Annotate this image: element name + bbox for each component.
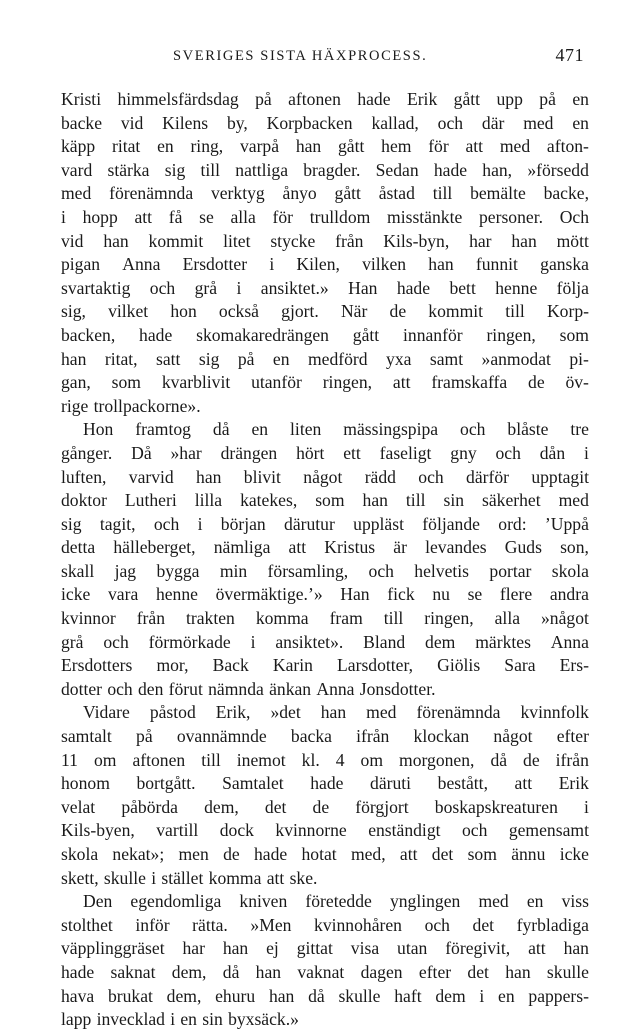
text-line: Den egendomliga kniven företedde ynglingen med en viss bbox=[83, 891, 589, 912]
text-line: gånger. Då »har drängen hört ett faseligt gny och dån i bbox=[61, 442, 589, 463]
text-line: dotter och den förut nämnda änkan Anna Jonsdotter. bbox=[61, 678, 436, 699]
text-line: Kils-byen, vartill dock kvinnorne enständigt och gemensamt bbox=[61, 820, 589, 841]
text-line: Vidare påstod Erik, »det han med förenämnda kvinnfolk bbox=[83, 702, 589, 723]
text-line: kvinnor från trakten komma fram till ringen, alla »något bbox=[61, 608, 589, 629]
text-line: vid han kommit litet stycke från Kils-byn, har han mött bbox=[61, 230, 589, 251]
text-line: sig tagit, och i början därutur uppläst följande ord: ’Uppå bbox=[61, 513, 589, 534]
text-line: käpp ritat en ring, varpå han gått hem för att med afton- bbox=[61, 136, 589, 157]
text-line: skett, skulle i stället komma att ske. bbox=[61, 867, 318, 888]
text-line: rige trollpackorne». bbox=[61, 395, 201, 416]
text-line: pigan Anna Ersdotter i Kilen, vilken han funnit ganska bbox=[61, 254, 589, 275]
text-line: skall jag bygga min församling, och helvetis portar skola bbox=[61, 560, 589, 581]
text-line: gan, som kvarblivit utanför ringen, att framskaffa de öv- bbox=[61, 372, 589, 393]
page-number: 471 bbox=[555, 45, 584, 65]
text-line: samtalt på ovannämnde backa ifrån klockan något efter bbox=[61, 726, 589, 747]
text-line: väpplinggräset har han ej gittat visa utan föregivit, att han bbox=[61, 938, 589, 959]
text-line: vard stärka sig till nattliga bragder. Sedan hade han, »försedd bbox=[61, 159, 589, 180]
text-line: hade saknat dem, då han vaknat dagen efter det han skulle bbox=[61, 961, 589, 982]
text-line: detta hälleberget, nämliga att Kristus är levandes Guds son, bbox=[61, 537, 589, 558]
text-line: sig, vilket hon också gjort. När de kommit till Korp- bbox=[61, 301, 589, 322]
text-line: stolthet inför rätta. »Men kvinnohåren och det fyrbladiga bbox=[61, 914, 589, 935]
text-line: skola nekat»; men de hade hotat med, att det som ännu icke bbox=[61, 844, 589, 864]
text-line: 11 om aftonen till inemot kl. 4 om morgonen, då de ifrån bbox=[61, 749, 589, 770]
running-title: SVERIGES SISTA HÄXPROCESS. bbox=[173, 48, 428, 64]
text-line: Kristi himmelsfärdsdag på aftonen hade Erik gått upp på en bbox=[61, 89, 589, 109]
text-line: han ritat, satt sig på en medförd yxa samt »anmodat pi- bbox=[61, 348, 589, 369]
text-line: doktor Lutheri lilla katekes, som han till sin säkerhet med bbox=[61, 490, 589, 511]
text-line: velat påbörda dem, det de förgjort boskapskreaturen i bbox=[61, 796, 589, 817]
body-text bbox=[61, 88, 589, 1032]
text-line: grå och förmörkade i ansiktet». Bland dem märktes Anna bbox=[61, 631, 589, 652]
text-line: Hon framtog då en liten mässingspipa och blåste tre bbox=[83, 419, 589, 440]
text-line: svartaktig och grå i ansiktet.» Han hade bett henne följa bbox=[61, 277, 589, 298]
text-line: i hopp att få se alla för trulldom misstänkte personer. Och bbox=[61, 206, 589, 227]
text-line: hava brukat dem, ehuru han då skulle haft dem i en pappers- bbox=[61, 985, 589, 1006]
text-line: luften, varvid han blivit något rädd och därför upptagit bbox=[61, 466, 589, 487]
text-line: lapp invecklad i en sin byxsäck.» bbox=[61, 1009, 299, 1030]
text-line: backen, hade skomakaredrängen gått innanför ringen, som bbox=[61, 324, 589, 345]
text-line: med förenämnda verktyg ånyo gått åstad till bemälte backe, bbox=[61, 183, 589, 204]
text-line: honom bortgått. Samtalet hade däruti bestått, att Erik bbox=[61, 773, 589, 794]
text-line: backe vid Kilens by, Korpbacken kallad, och där med en bbox=[61, 112, 589, 133]
text-line: icke vara henne övermäktige.’» Han fick nu se flere andra bbox=[61, 584, 589, 605]
text-line: Ersdotters mor, Back Karin Larsdotter, Giölis Sara Ers- bbox=[61, 655, 589, 676]
